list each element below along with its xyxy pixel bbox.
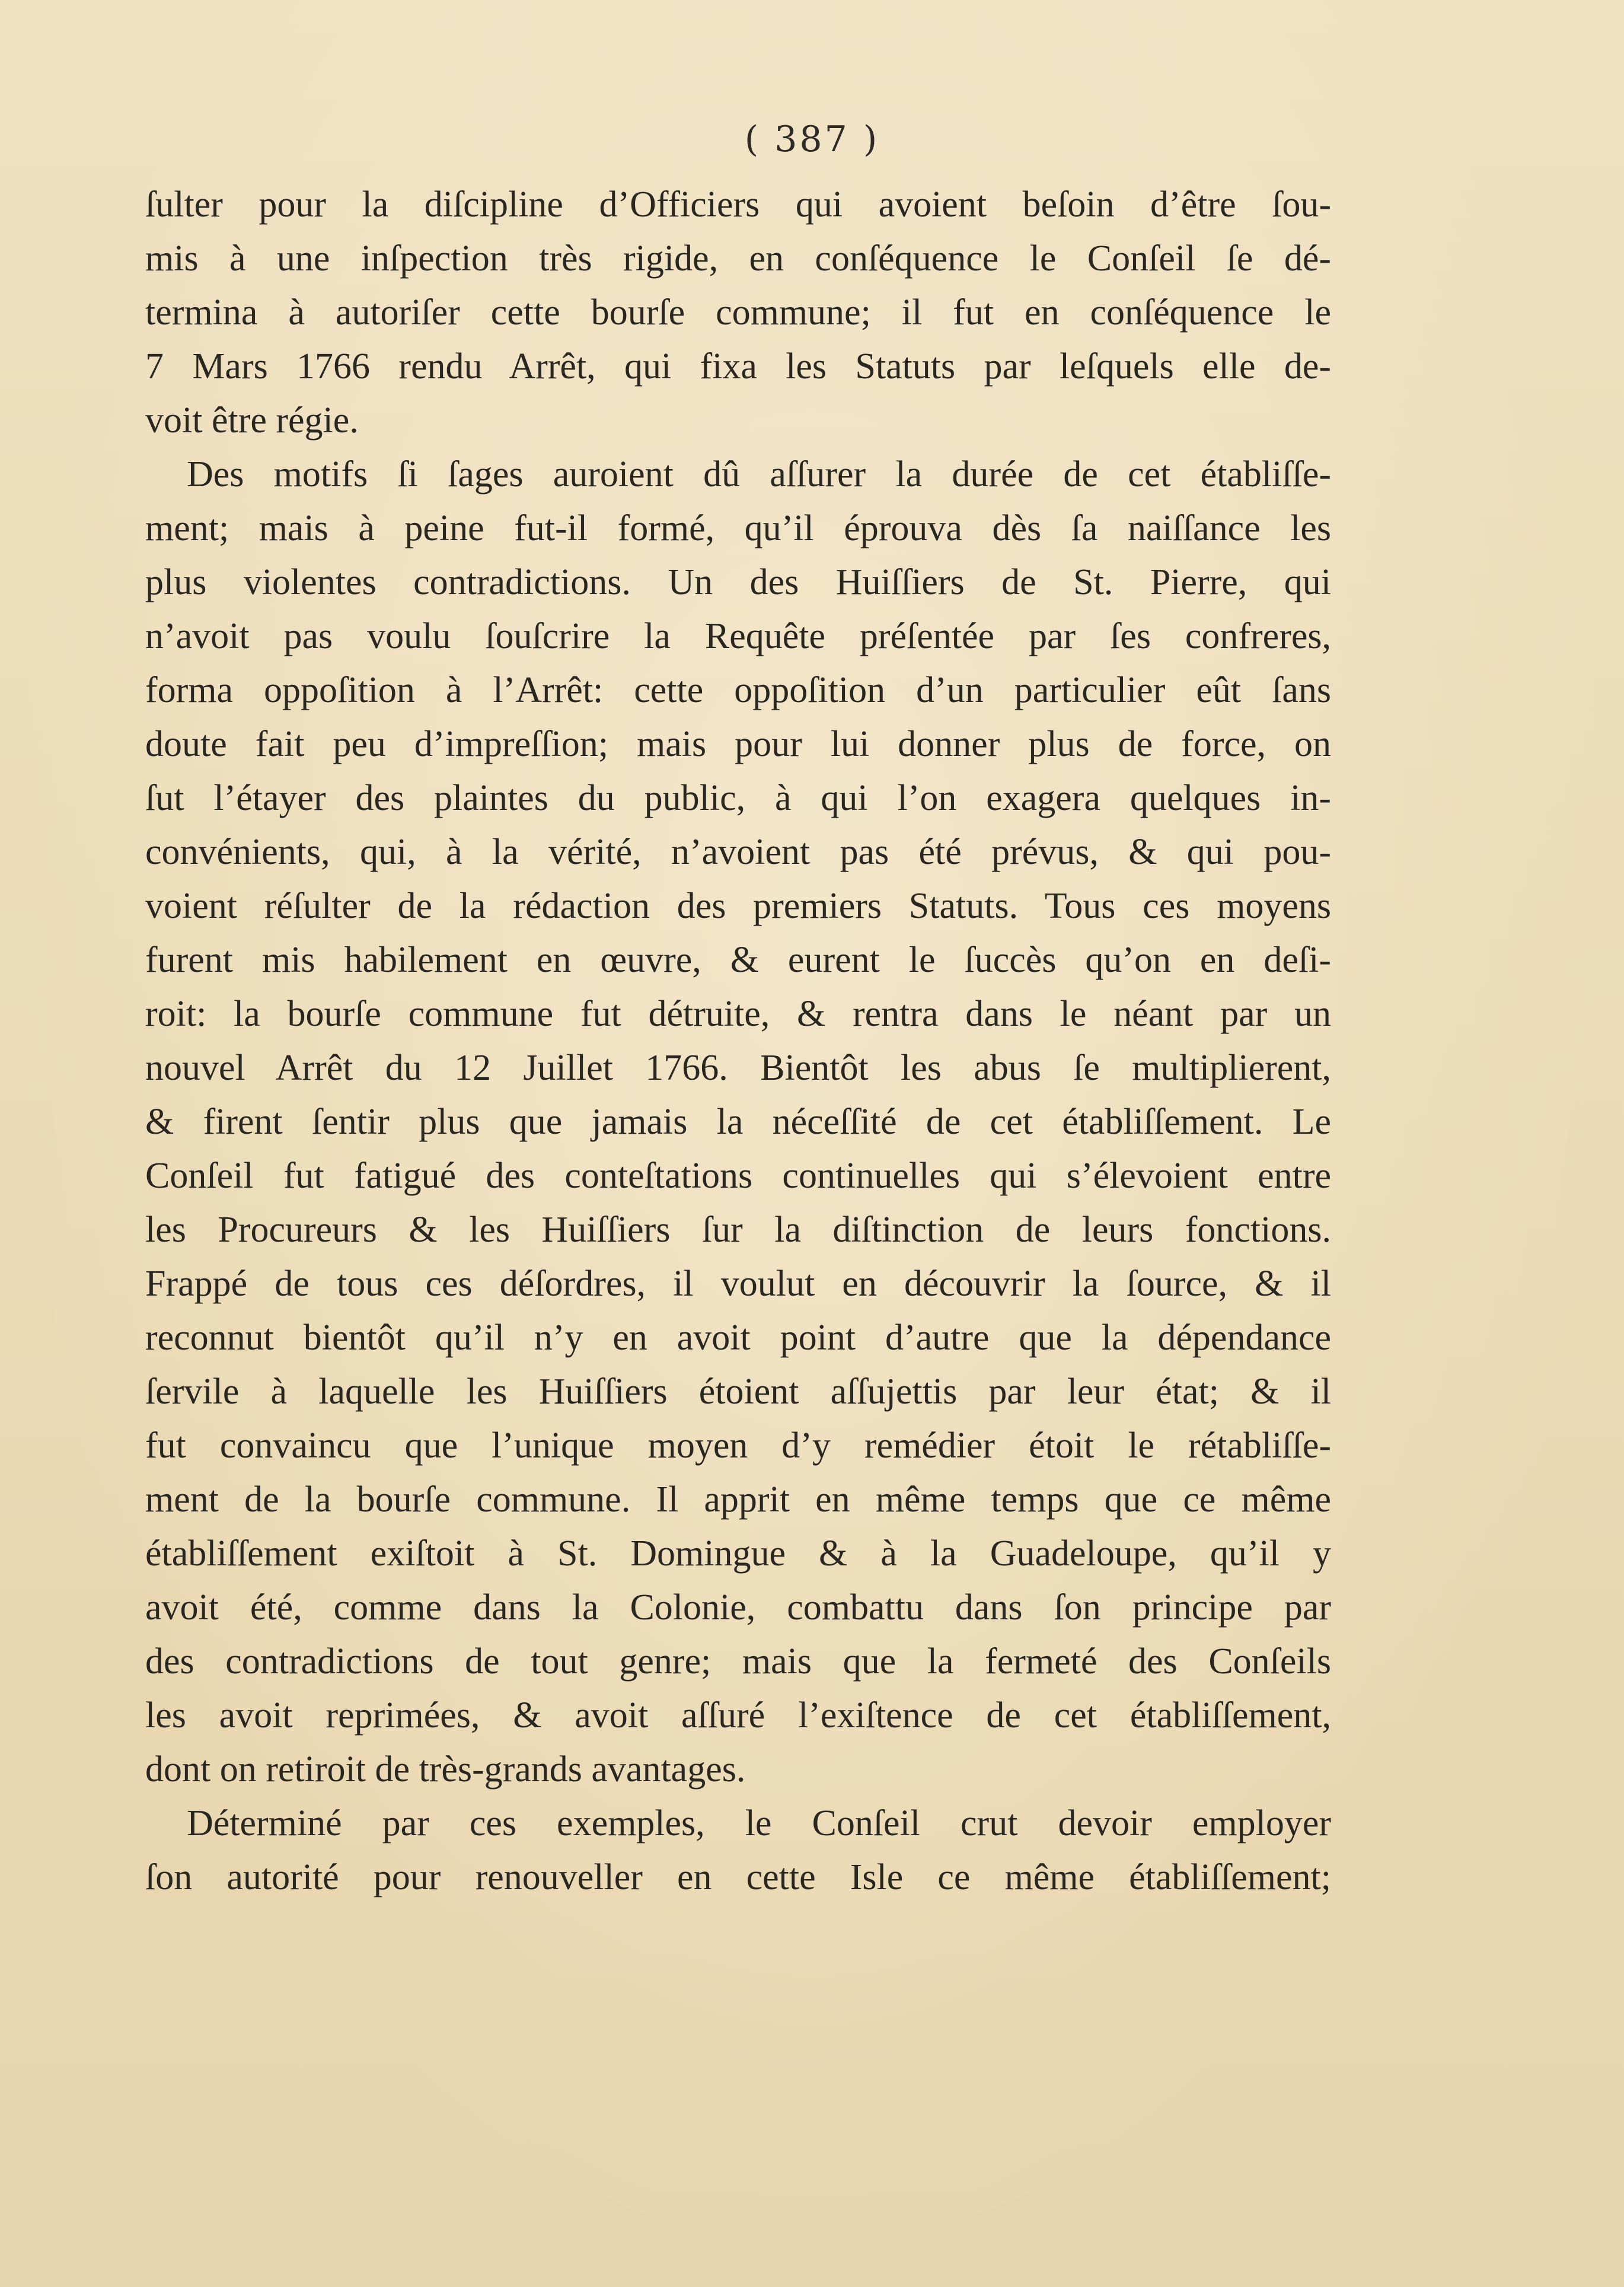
paragraph-1 xyxy=(145,178,1331,448)
text-line: les Procureurs & les Huiſſiers ſur la diſtinction de leurs fonctions. xyxy=(145,1210,1331,1250)
text-line: 7 Mars 1766 rendu Arrêt, qui fixa les Statuts par leſquels elle de- xyxy=(145,346,1331,387)
text-line: Déterminé par ces exemples, le Conſeil crut devoir employer xyxy=(187,1803,1331,1843)
text-line: Conſeil fut fatigué des conteſtations continuelles qui s’élevoient entre xyxy=(145,1156,1331,1196)
text-line: fut convaincu que l’unique moyen d’y remédier étoit le rétabliſſe- xyxy=(145,1425,1331,1466)
text-line: roit: la bourſe commune fut détruite, & rentra dans le néant par un xyxy=(145,994,1331,1034)
paragraph-3 xyxy=(145,1797,1331,1905)
text-line: établiſſement exiſtoit à St. Domingue & à la Guadeloupe, qu’il y xyxy=(145,1533,1331,1574)
text-line: Des motifs ſi ſages auroient dû aſſurer la durée de cet établiſſe- xyxy=(187,454,1331,495)
text-line: termina à autoriſer cette bourſe commune; il fut en conſéquence le xyxy=(145,292,1331,333)
text-line: ſulter pour la diſcipline d’Officiers qui avoient beſoin d’être ſou- xyxy=(145,184,1331,225)
text-line: & firent ſentir plus que jamais la néceſſité de cet établiſſement. Le xyxy=(145,1102,1331,1142)
text-line: mis à une inſpection très rigide, en conſéquence le Conſeil ſe dé- xyxy=(145,238,1331,279)
text-line: plus violentes contradictions. Un des Huiſſiers de St. Pierre, qui xyxy=(145,562,1331,602)
text-line: reconnut bientôt qu’il n’y en avoit point d’autre que la dépendance xyxy=(145,1318,1331,1358)
text-line: avoit été, comme dans la Colonie, combattu dans ſon principe par xyxy=(145,1587,1331,1628)
body-text xyxy=(145,178,1331,1905)
text-line: ſervile à laquelle les Huiſſiers étoient aſſujettis par leur état; & il xyxy=(145,1371,1331,1412)
text-line: des contradictions de tout genre; mais que la fermeté des Conſeils xyxy=(145,1641,1331,1682)
text-line: forma oppoſition à l’Arrêt: cette oppoſition d’un particulier eût ſans xyxy=(145,670,1331,710)
text-line: ment de la bourſe commune. Il apprit en même temps que ce même xyxy=(145,1479,1331,1520)
page-number: ( 387 ) xyxy=(744,119,880,160)
text-line: ment; mais à peine fut-il formé, qu’il éprouva dès ſa naiſſance les xyxy=(145,508,1331,548)
text-line: voit être régie. xyxy=(145,400,359,441)
text-line: doute fait peu d’impreſſion; mais pour lui donner plus de force, on xyxy=(145,724,1331,764)
paragraph-2 xyxy=(145,448,1331,1797)
text-line: convénients, qui, à la vérité, n’avoient pas été prévus, & qui pou- xyxy=(145,832,1331,872)
text-line: Frappé de tous ces déſordres, il voulut en découvrir la ſource, & il xyxy=(145,1264,1331,1304)
text-line: n’avoit pas voulu ſouſcrire la Requête préſentée par ſes confreres, xyxy=(145,616,1331,656)
text-line: ſut l’étayer des plaintes du public, à qui l’on exagera quelques in- xyxy=(145,778,1331,818)
text-line: voient réſulter de la rédaction des premiers Statuts. Tous ces moyens xyxy=(145,886,1331,926)
text-line: les avoit reprimées, & avoit aſſuré l’exiſtence de cet établiſſement, xyxy=(145,1695,1331,1736)
text-line: nouvel Arrêt du 12 Juillet 1766. Bientôt les abus ſe multiplierent, xyxy=(145,1048,1331,1088)
text-line: furent mis habilement en œuvre, & eurent le ſuccès qu’on en deſi- xyxy=(145,940,1331,980)
text-line: dont on retiroit de très-grands avantages. xyxy=(145,1749,746,1790)
text-line: ſon autorité pour renouveller en cette Isle ce même établiſſement; xyxy=(145,1857,1331,1897)
